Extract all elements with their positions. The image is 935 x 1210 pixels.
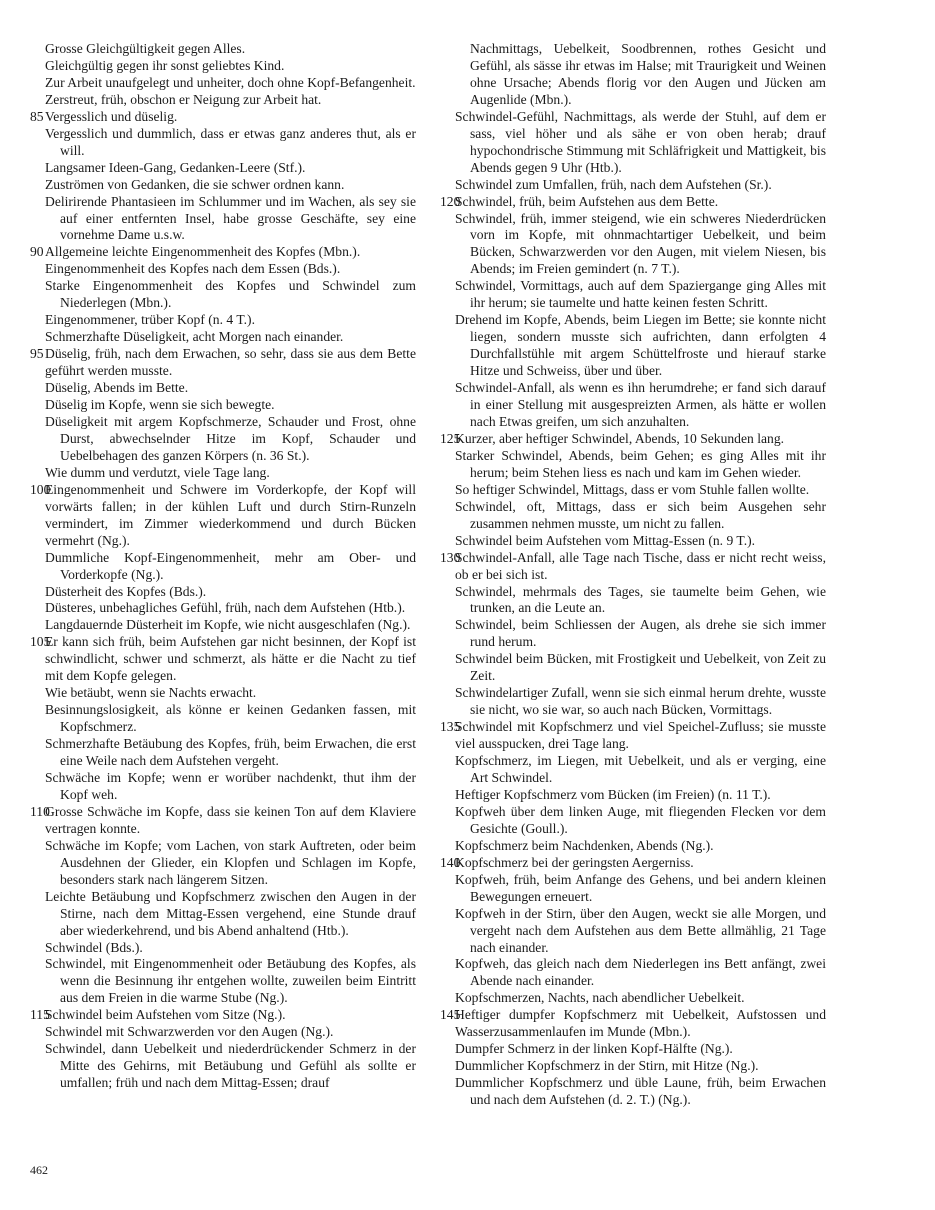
right-column — [440, 41, 826, 1109]
entry-text: Kopfweh in der Stirn, über den Augen, weckt sie alle Morgen, und vergeht nach dem Aufstehen aus dem Bette allmählig, 21 Tage nach einander. — [455, 905, 826, 955]
symptom-entry — [440, 584, 826, 618]
entry-text: Düsteres, unbehagliches Gefühl, früh, nach dem Aufstehen (Htb.). — [45, 600, 406, 616]
symptom-entry — [30, 75, 416, 92]
symptom-entry — [30, 889, 416, 940]
entry-text: Schmerzhafte Düseligkeit, acht Morgen nach einander. — [45, 329, 344, 345]
symptom-entry — [440, 312, 826, 380]
symptom-entry — [30, 838, 416, 889]
entry-text: Schwindel, Vormittags, auch auf dem Spaziergange ging Alles mit ihr herum; sie taumelte und hatte keinen festen Schritt. — [455, 278, 826, 311]
entry-text: Düselig im Kopfe, wenn sie sich bewegte. — [45, 397, 275, 413]
entry-text: Schwindel-Anfall, als wenn es ihn herumdrehe; er fand sich darauf in einer Stellung mit ausgespreizten Armen, als hätte er wollen nach Etwas greifen, um sich anzuhalten. — [455, 380, 826, 429]
entry-text: Drehend im Kopfe, Abends, beim Liegen im Bette; sie konnte nicht liegen, sondern musste sich aufrichten, dann erfolgten 4 Durchfallstühle mit argem Schüttelfroste und hierauf starke Hitze und Schweiss, über und über. — [455, 312, 826, 379]
entry-text: Starke Eingenommenheit des Kopfes und Schwindel zum Niederlegen (Mbn.). — [45, 278, 416, 311]
entry-text: Schwindel beim Aufstehen vom Mittag-Essen (n. 9 T.). — [455, 532, 756, 548]
symptom-entry — [30, 177, 416, 194]
entry-text: Eingenommenheit des Kopfes nach dem Essen (Bds.). — [45, 261, 341, 277]
symptom-entry — [30, 550, 416, 584]
entry-text: Vergesslich und düselig. — [45, 108, 178, 124]
symptom-entry — [30, 380, 416, 397]
symptom-entry — [30, 312, 416, 329]
symptom-entry — [440, 855, 826, 872]
entry-text: Schwindel mit Schwarzwerden vor den Augen (Ng.). — [45, 1024, 334, 1040]
symptom-entry — [30, 940, 416, 957]
symptom-entry — [30, 584, 416, 601]
entry-text: Schwindel, oft, Mittags, dass er sich beim Ausgehen sehr zusammen nehmen musste, um nicht zu fallen. — [455, 498, 826, 531]
symptom-entry — [30, 685, 416, 702]
symptom-entry — [440, 1041, 826, 1058]
entry-text: Er kann sich früh, beim Aufstehen gar nicht besinnen, der Kopf ist schwindlicht, schwer und schmerzt, als hätte er die Nacht zu tief mit dem Kopfe gelegen. — [45, 634, 416, 684]
symptom-entry — [440, 211, 826, 279]
entry-text: Starker Schwindel, Abends, beim Gehen; es ging Alles mit ihr herum; beim Stehen liess es nach und kam im Gehen wieder. — [455, 447, 826, 480]
entry-text: Langsamer Ideen-Gang, Gedanken-Leere (Stf.). — [45, 159, 306, 175]
symptom-entry — [440, 1075, 826, 1109]
entry-text: Wie dumm und verdutzt, viele Tage lang. — [45, 464, 270, 480]
entry-text: Kopfweh, das gleich nach dem Niederlegen ins Bett anfängt, zwei Abende nach einander. — [455, 956, 826, 989]
symptom-entry — [30, 194, 416, 245]
symptom-entry — [440, 177, 826, 194]
entry-number: 110 — [30, 803, 50, 819]
entry-text: Schwindel beim Aufstehen vom Sitze (Ng.). — [45, 1007, 286, 1023]
entry-text: Kurzer, aber heftiger Schwindel, Abends, 10 Sekunden lang. — [455, 430, 785, 446]
symptom-entry — [30, 58, 416, 75]
symptom-entry — [30, 397, 416, 414]
entry-text: Heftiger dumpfer Kopfschmerz mit Uebelkeit, Aufstossen und Wasserzusammenlaufen im Munde (Mbn.). — [455, 1007, 826, 1040]
symptom-entry — [30, 92, 416, 109]
symptom-entry — [440, 448, 826, 482]
symptom-entry — [440, 804, 826, 838]
entry-text: Grosse Gleichgültigkeit gegen Alles. — [45, 41, 246, 56]
symptom-entry — [440, 753, 826, 787]
entry-text: Wie betäubt, wenn sie Nachts erwacht. — [45, 685, 257, 701]
entry-text: Allgemeine leichte Eingenommenheit des Kopfes (Mbn.). — [45, 244, 361, 260]
symptom-entry — [440, 41, 826, 109]
symptom-entry — [440, 617, 826, 651]
symptom-entry — [440, 838, 826, 855]
symptom-entry — [30, 634, 416, 685]
symptom-entry — [30, 482, 416, 550]
entry-text: Vergesslich und dummlich, dass er etwas ganz anderes thut, als er will. — [45, 125, 416, 158]
entry-text: Düsterheit des Kopfes (Bds.). — [45, 583, 207, 599]
symptom-entry — [440, 194, 826, 211]
symptom-entry — [30, 41, 416, 58]
symptom-entry — [440, 906, 826, 957]
entry-text: Schwindelartiger Zufall, wenn sie sich einmal herum drehte, wusste sie nicht, wo sie war, so auch nach Bücken, Vormittags. — [455, 685, 826, 718]
entry-text: Düseligkeit mit argem Kopfschmerze, Schauder und Frost, ohne Durst, abwechselnder Hitze im Kopf, Schauder und Uebelbehagen des ganzen Körpers (n. 36 St.). — [45, 413, 416, 463]
entry-number: 115 — [30, 1007, 50, 1023]
entry-text: Nachmittags, Uebelkeit, Soodbrennen, rothes Gesicht und Gefühl, als sässe ihr etwas im Halse; mit Traurigkeit und Weinen ohne Ursache; Abends florig vor den Augen und Jücken am Augenlide (Mbn.). — [470, 41, 826, 107]
entry-text: Grosse Schwäche im Kopfe, dass sie keinen Ton auf dem Klaviere vertragen konnte. — [45, 803, 416, 836]
entry-text: Dummlicher Kopfschmerz und üble Laune, früh, beim Erwachen und nach dem Aufstehen (d. 2. T.) (Ng.). — [455, 1075, 826, 1108]
entry-text: Schmerzhafte Betäubung des Kopfes, früh, beim Erwachen, die erst eine Weile nach dem Aufstehen vergeht. — [45, 736, 416, 769]
symptom-entry — [30, 329, 416, 346]
symptom-entry — [440, 431, 826, 448]
entry-text: Zuströmen von Gedanken, die sie schwer ordnen kann. — [45, 176, 345, 192]
symptom-entry — [440, 380, 826, 431]
entry-text: Schwindel, dann Uebelkeit und niederdrückender Schmerz in der Mitte des Gehirns, mit Betäubung und Gefühl als sollte er umfallen; früh und nach dem Mittag-Essen; drauf — [45, 1041, 416, 1091]
symptom-entry — [440, 499, 826, 533]
entry-text: Kopfschmerz, im Liegen, mit Uebelkeit, und als er verging, eine Art Schwindel. — [455, 753, 826, 785]
entry-number: 130 — [440, 549, 461, 565]
symptom-entry — [440, 550, 826, 584]
symptom-entry — [30, 109, 416, 126]
symptom-entry — [440, 956, 826, 990]
symptom-entry — [440, 1007, 826, 1041]
symptom-entry — [440, 1058, 826, 1075]
entry-text: Zur Arbeit unaufgelegt und unheiter, doch ohne Kopf-Befangenheit. — [45, 74, 416, 90]
entry-text: Schwindel (Bds.). — [45, 939, 143, 955]
entry-text: Schwindel, mit Eingenommenheit oder Betäubung des Kopfes, als wenn die Besinnung ihr entgehen wollte, zuweilen beim Eintritt aus dem Freien in die warme Stube (Ng.). — [45, 956, 416, 1006]
entry-text: Schwindel, früh, immer steigend, wie ein schweres Niederdrücken vorn im Kopfe, mit ohnmachtartiger Uebelkeit, und beim Bücken, Schwarzwerden vor den Augen, mit vielem Niesen, bis Abends; im Freien gemindert (n. 7 T.). — [455, 210, 826, 277]
symptom-entry — [30, 346, 416, 380]
symptom-entry — [440, 278, 826, 312]
entry-text: Kopfschmerzen, Nachts, nach abendlicher Uebelkeit. — [455, 990, 745, 1006]
symptom-entry — [30, 804, 416, 838]
entry-text: Delirirende Phantasieen im Schlummer und im Wachen, als sey sie auf einer entfernten Insel, habe grosse Geschäfte, sey eine vornehme Dame u.s.w. — [45, 193, 416, 243]
entry-text: Heftiger Kopfschmerz vom Bücken (im Freien) (n. 11 T.). — [455, 786, 771, 802]
entry-number: 105 — [30, 634, 51, 650]
entry-number: 100 — [30, 481, 51, 497]
entry-text: Dummlicher Kopfschmerz in der Stirn, mit Hitze (Ng.). — [455, 1058, 759, 1074]
symptom-entry — [30, 956, 416, 1007]
symptom-entry — [440, 719, 826, 753]
entry-text: Düselig, früh, nach dem Erwachen, so sehr, dass sie aus dem Bette geführt werden musste. — [45, 346, 416, 379]
symptom-entry — [30, 702, 416, 736]
symptom-entry — [30, 736, 416, 770]
symptom-entry — [440, 990, 826, 1007]
entry-text: Düselig, Abends im Bette. — [45, 380, 189, 396]
entry-text: Kopfweh über dem linken Auge, mit fliegenden Flecken vor dem Gesichte (Goull.). — [455, 803, 826, 836]
entry-text: Gleichgültig gegen ihr sonst geliebtes Kind. — [45, 57, 285, 73]
entry-text: Langdauernde Düsterheit im Kopfe, wie nicht ausgeschlafen (Ng.). — [45, 617, 411, 633]
page-number: 462 — [30, 1163, 48, 1177]
symptom-entry — [440, 482, 826, 499]
symptom-entry — [30, 160, 416, 177]
entry-text: Dummliche Kopf-Eingenommenheit, mehr am Ober- und Vorderkopfe (Ng.). — [45, 549, 416, 582]
symptom-entry — [440, 787, 826, 804]
entry-number: 135 — [440, 719, 461, 735]
entry-text: Kopfschmerz bei der geringsten Aergerniss. — [455, 854, 694, 870]
symptom-entry — [30, 617, 416, 634]
left-column — [30, 41, 416, 1092]
entry-number: 145 — [440, 1007, 461, 1023]
symptom-entry — [440, 651, 826, 685]
entry-text: Schwindel-Anfall, alle Tage nach Tische, dass er nicht recht weiss, ob er bei sich ist. — [455, 549, 826, 582]
entry-text: Schwindel beim Bücken, mit Frostigkeit und Uebelkeit, von Zeit zu Zeit. — [455, 651, 826, 684]
entry-text: Eingenommenheit und Schwere im Vorderkopfe, der Kopf will vorwärts fallen; in der kühlen Luft und durch Stirn-Runzeln vermindert, im Zimmer wiederkommend und durch Bücken vermehrt (Ng.). — [45, 481, 416, 548]
symptom-entry — [30, 1041, 416, 1092]
entry-text: Schwindel mit Kopfschmerz und viel Speichel-Zufluss; sie musste viel ausspucken, drei Tage lang. — [455, 719, 826, 752]
entry-text: Schwindel, früh, beim Aufstehen aus dem Bette. — [455, 193, 719, 209]
entry-text: Dumpfer Schmerz in der linken Kopf-Hälfte (Ng.). — [455, 1041, 733, 1057]
symptom-entry — [440, 533, 826, 550]
symptom-entry — [30, 414, 416, 465]
symptom-entry — [30, 278, 416, 312]
entry-number: 125 — [440, 430, 461, 446]
entry-number: 90 — [30, 244, 44, 260]
entry-number: 95 — [30, 346, 44, 362]
symptom-entry — [30, 465, 416, 482]
entry-text: Kopfschmerz beim Nachdenken, Abends (Ng.). — [455, 837, 714, 853]
symptom-entry — [440, 685, 826, 719]
symptom-entry — [440, 109, 826, 177]
entry-text: Besinnungslosigkeit, als könne er keinen Gedanken fassen, mit Kopfschmerz. — [45, 702, 416, 735]
entry-text: Zerstreut, früh, obschon er Neigung zur Arbeit hat. — [45, 91, 322, 107]
entry-text: Schwindel-Gefühl, Nachmittags, als werde der Stuhl, auf dem er sass, viel höher und als sähe er von oben herab; drauf hypochondrische Stimmung mit Schläfrigkeit und Mattigkeit, bis Abends gegen 9 Uhr (Htb.). — [455, 108, 826, 175]
entry-text: Schwindel, mehrmals des Tages, sie taumelte beim Gehen, wie trunken, an die Leute an. — [455, 583, 826, 616]
entry-number: 140 — [440, 854, 461, 870]
symptom-entry — [30, 1007, 416, 1024]
symptom-entry — [30, 244, 416, 261]
entry-text: Eingenommener, trüber Kopf (n. 4 T.). — [45, 312, 255, 328]
symptom-entry — [30, 770, 416, 804]
symptom-entry — [30, 261, 416, 278]
entry-text: Schwindel, beim Schliessen der Augen, als drehe sie sich immer rund herum. — [455, 617, 826, 650]
entry-number: 120 — [440, 193, 461, 209]
symptom-entry — [30, 600, 416, 617]
entry-text: So heftiger Schwindel, Mittags, dass er vom Stuhle fallen wollte. — [455, 481, 810, 497]
symptom-entry — [30, 1024, 416, 1041]
entry-text: Schwäche im Kopfe; wenn er worüber nachdenkt, thut ihm der Kopf weh. — [45, 769, 416, 802]
entry-text: Schwindel zum Umfallen, früh, nach dem Aufstehen (Sr.). — [455, 176, 772, 192]
entry-text: Kopfweh, früh, beim Anfange des Gehens, und bei andern kleinen Bewegungen erneuert. — [455, 871, 826, 904]
symptom-entry — [30, 126, 416, 160]
symptom-entry — [440, 872, 826, 906]
entry-number: 85 — [30, 108, 44, 124]
entry-text: Leichte Betäubung und Kopfschmerz zwischen den Augen in der Stirne, nach dem Mittag-Essen vergehend, eine Stunde drauf aber wiederkehrend, und bis Abend anhaltend (Htb.). — [45, 888, 416, 938]
entry-text: Schwäche im Kopfe; vom Lachen, von stark Auftreten, oder beim Ausdehnen der Glieder, ein Klopfen und Schlagen im Kopfe, besonders stark nach längerem Sitzen. — [45, 837, 416, 887]
